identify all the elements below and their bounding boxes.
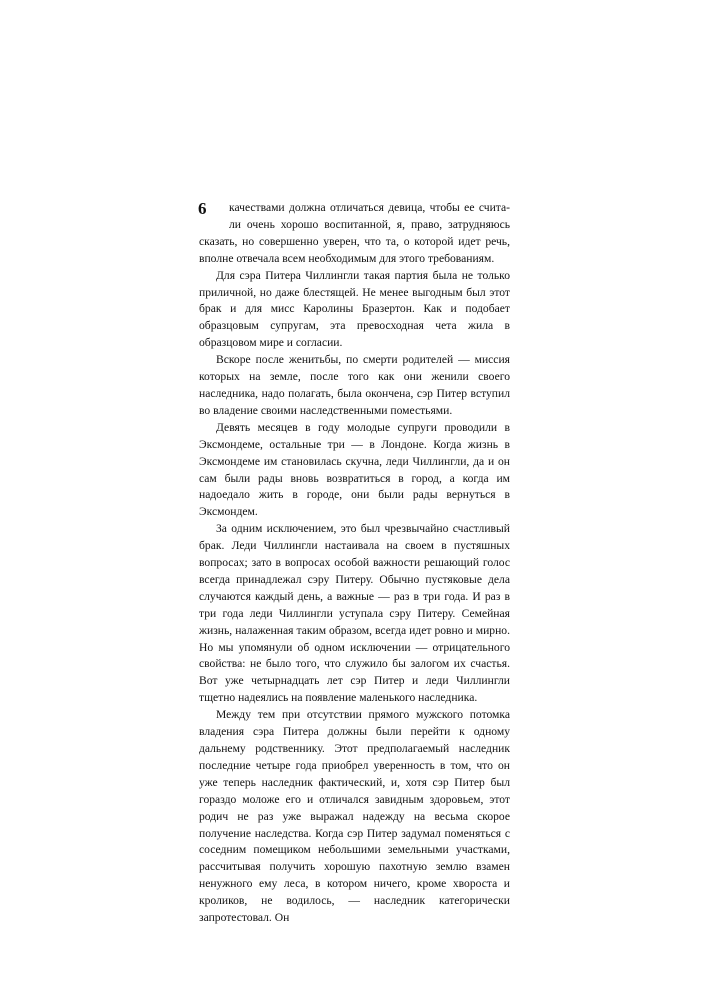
paragraph-1-line-1: качествами должна отличаться девица, чтобы ее счита- xyxy=(229,201,510,214)
paragraph-3: Вскоре после женитьбы, по смерти родителей — миссия которых на земле, после того как они женили своего наследника, надо полагать, была окончена, сэр Питер вступил во владение своими наследственными поместьями. xyxy=(199,353,510,417)
paragraph-1 xyxy=(199,200,510,268)
text-block xyxy=(199,200,510,927)
paragraph-5: За одним исключением, это был чрезвычайно счастливый брак. Леди Чиллингли настаивала на своем в пустяшных вопросах; зато в вопросах особой важности решающий голос всегда принадлежал сэру Питеру. Обычно пустяковые дела случаются каждый день, а важные — раз в три года. И раз в три года леди Чиллингли уступала сэру Питеру. Семейная жизнь, налаженная таким образом, всегда идет ровно и мирно. Но мы упомянули об одном исключении — отрицательного свойства: не было того, что служило бы залогом их счастья. Вот уже четырнадцать лет сэр Питер и леди Чиллингли тщетно надеялись на появление маленького наследника. xyxy=(199,522,510,705)
paragraph-4: Девять месяцев в году молодые супруги проводили в Эксмондеме, остальные три — в Лондоне. Когда жизнь в Эксмондеме им становилась скучна, леди Чиллингли, да и он сам были рады вновь возвратиться в город, а когда им надоедало жить в городе, они были рады вернуться в Эксмондем. xyxy=(199,420,510,519)
paragraph-2: Для сэра Питера Чиллингли такая партия была не только приличной, но даже блестящей. Не менее выгодным был этот брак и для мисс Каролины Бразертон. Как и подобает образцовым супругам, эта превосходная чета жила в образцовом мире и согласии. xyxy=(199,268,510,350)
paragraph-6: Между тем при отсутствии прямого мужского потомка владения сэра Питера должны были перейти к одному дальнему родственнику. Этот предполагаемый наследник последние четыре года приобрел уверенность в том, что он уже теперь наследник фактический, и, хотя сэр Питер был гораздо моложе его и отличался завидным здоровьем, этот родич не раз уже выражал надежду на весьма скорое получение наследства. Когда сэр Питер задумал поменяться с соседним помещиком небольшими земельными участками, рассчитывая получить хорошую пахотную землю взамен ненужного ему леса, в котором ничего, кроме хвороста и кроликов, не водилось, — наследник категорически запротестовал. Он xyxy=(199,708,510,925)
page-number: 6 xyxy=(198,199,207,218)
paragraph-1-rest: сказать, но совершенно уверен, что та, о которой идет речь, вполне отвечала всем необходимым для этого требованиям. xyxy=(199,234,510,265)
paragraph-1-line-2: ли очень хорошо воспитанной, я, право, затрудняюсь xyxy=(229,217,510,231)
